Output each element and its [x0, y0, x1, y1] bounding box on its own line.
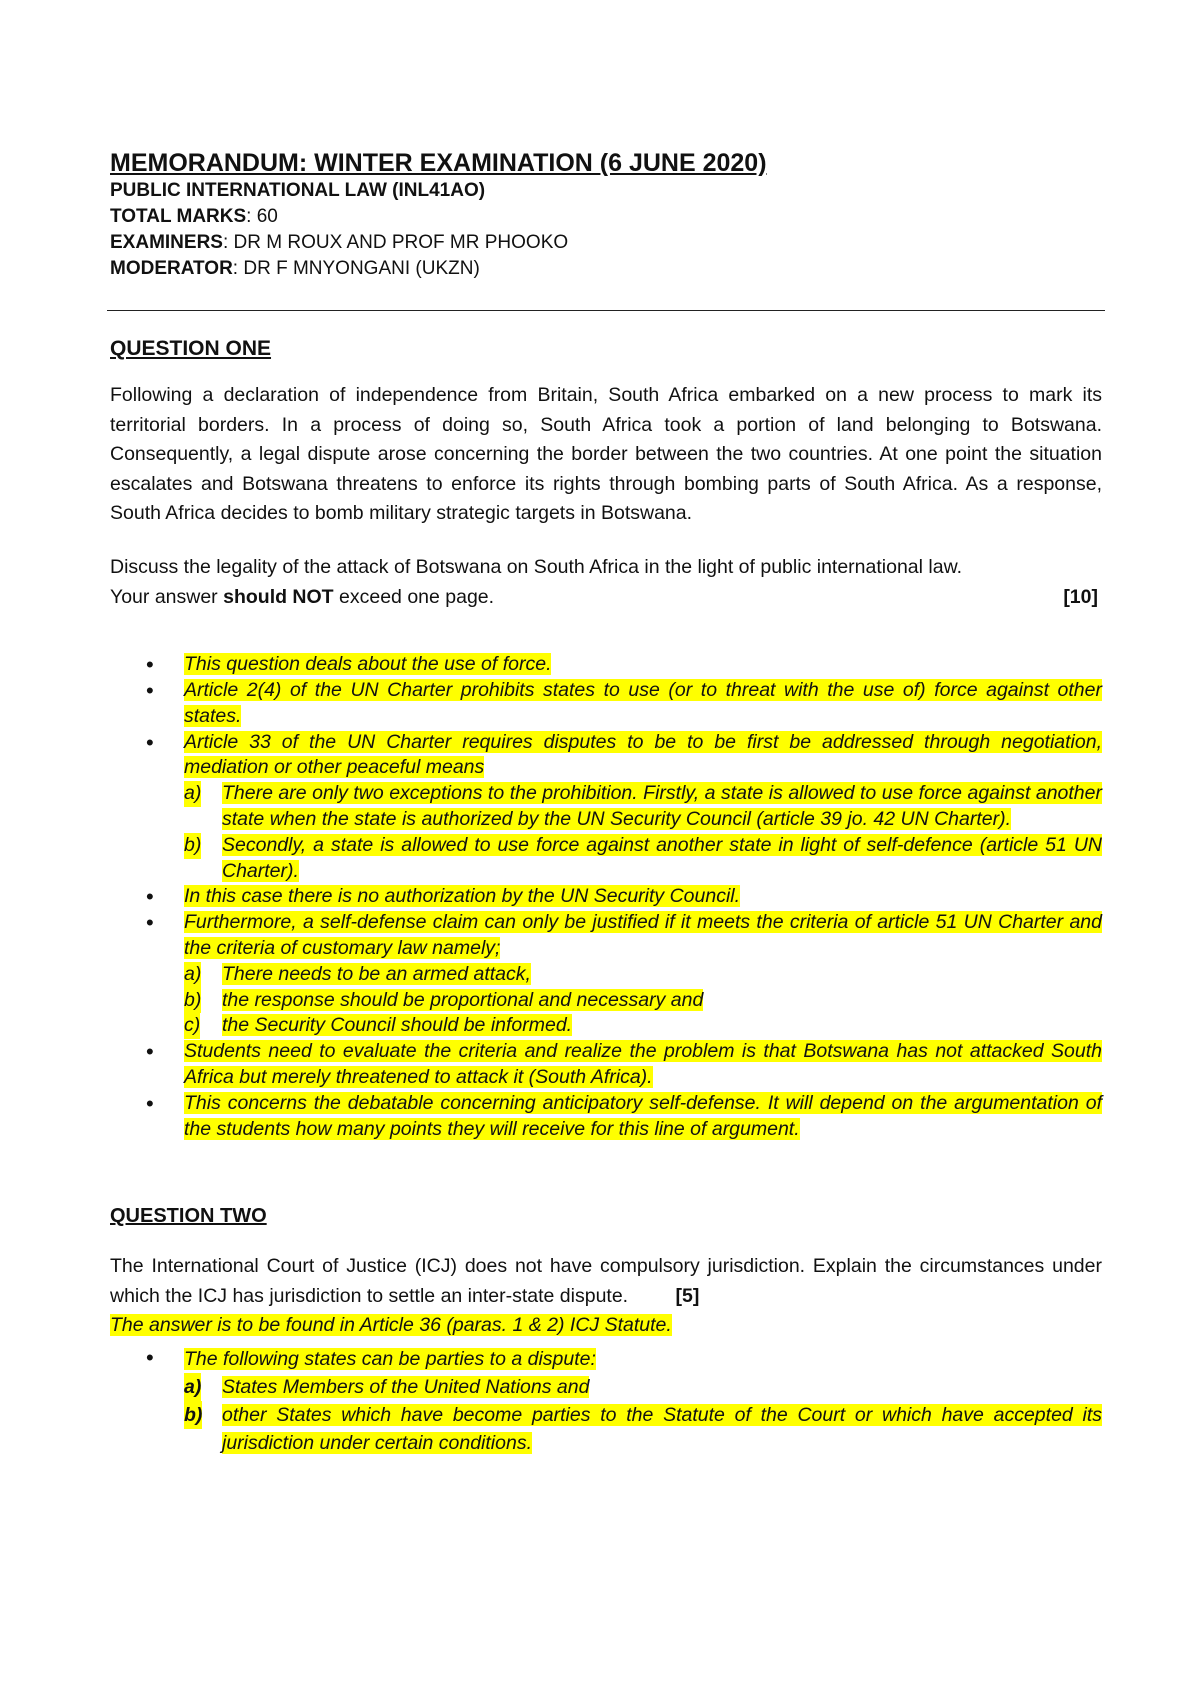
question-one-instruction — [110, 553, 1102, 612]
instruction-pre: Your answer — [110, 585, 224, 608]
question-two-heading: QUESTION TWO — [110, 1205, 267, 1228]
criteria-sublist — [184, 962, 1102, 1039]
list-item: • This concerns the debatable concerning anticipatory self-defense. It will depend on the argumentation of the students how many points they will receive for this line of argument. — [110, 1091, 1102, 1143]
document-page — [110, 148, 1102, 1457]
examiners — [110, 230, 1102, 256]
question-one-heading: QUESTION ONE — [110, 337, 272, 360]
examiners-value: : DR M ROUX AND PROF MR PHOOKO — [222, 232, 569, 253]
question-one-memo-list — [110, 652, 1102, 1142]
exceptions-sublist — [184, 781, 1102, 884]
moderator-value: : DR F MNYONGANI (UKZN) — [232, 258, 480, 279]
list-item: • This question deals about the use of force. — [110, 652, 1102, 678]
question-one-marks: [10] — [1063, 585, 1098, 608]
question-two-text — [110, 1252, 1102, 1311]
instruction-post: exceed one page. — [333, 585, 495, 608]
sub-list-item: b) the response should be proportional and necessary and — [184, 988, 1102, 1014]
list-item: • Students need to evaluate the criteria and realize the problem is that Botswana has not attacked South Africa but merely threatened to attack it (South Africa). — [110, 1039, 1102, 1091]
list-item: • Article 33 of the UN Charter requires disputes to be to be first be addressed through negotiation, mediation or other peaceful means a) There are only two exceptions to the prohibition. Firstly, a state is allowed to use force against another state when the state is authorized by the UN Security Council (article 39 jo. 42 UN Charter). b) Secondly, a state is allowed to use force against another state in light of self-defence (article 51 UN Charter). — [110, 730, 1102, 885]
list-item: • In this case there is no authorization by the UN Security Council. — [110, 884, 1102, 910]
examiners-label: EXAMINERS — [110, 232, 223, 253]
list-item: • Article 2(4) of the UN Charter prohibits states to use (or to threat with the use of) force against other states. — [110, 678, 1102, 730]
sub-list-item: c) the Security Council should be informed. — [184, 1013, 1102, 1039]
moderator — [110, 256, 1102, 282]
module-name: PUBLIC INTERNATIONAL LAW (INL41AO) — [110, 180, 486, 201]
sub-list-item: b) other States which have become parties to the Statute of the Court or which have accepted its jurisdiction under certain conditions. — [184, 1401, 1102, 1457]
instruction-line-1: Discuss the legality of the attack of Botswana on South Africa in the light of public international law. — [110, 555, 962, 578]
list-item: • The following states can be parties to a dispute: a) States Members of the United Nations and b) other States which have become parties to the Statute of the Court or which have accepted its jurisdiction under certain conditions. — [110, 1345, 1102, 1457]
question-two-answer-intro: The answer is to be found in Article 36 (paras. 1 & 2) ICJ Statute. — [110, 1314, 672, 1337]
total-marks — [110, 204, 1102, 230]
sub-list-item: a) There are only two exceptions to the prohibition. Firstly, a state is allowed to use force against another state when the state is authorized by the UN Security Council (article 39 jo. 42 UN Charter). — [184, 782, 1102, 830]
list-item: • Furthermore, a self-defense claim can only be justified if it meets the criteria of article 51 UN Charter and the criteria of customary law namely; a) There needs to be an armed attack, b) the response should be proportional and necessary and c) the Security Council should be informed. — [110, 910, 1102, 1039]
question-one-scenario: Following a declaration of independence from Britain, South Africa embarked on a new process to mark its territorial borders. In a process of doing so, South Africa took a portion of land belonging to Botswana. Consequently, a legal dispute arose concerning the border between the two countries. At one point the situation escalates and Botswana threatens to enforce its rights through bombing parts of South Africa. As a response, South Africa decides to bomb military strategic targets in Botswana. — [110, 384, 1102, 525]
sub-list-item: b) Secondly, a state is allowed to use force against another state in light of self-defence (article 51 UN Charter). — [184, 833, 1102, 882]
question-two-body: The International Court of Justice (ICJ) does not have compulsory jurisdiction. Explain the circumstances under which the ICJ has jurisdiction to settle an inter-state dispute. — [110, 1255, 1102, 1307]
question-two-marks: [5] — [675, 1284, 700, 1307]
instruction-bold: should NOT — [223, 585, 334, 608]
parties-sublist — [184, 1373, 1102, 1457]
question-two-memo-list — [110, 1345, 1102, 1457]
sub-list-item: a) There needs to be an armed attack, — [184, 962, 1102, 988]
header-divider — [107, 310, 1105, 311]
sub-list-item: a) States Members of the United Nations and — [184, 1373, 1102, 1401]
memo-title: MEMORANDUM: WINTER EXAMINATION (6 JUNE 2020) — [110, 149, 767, 177]
moderator-label: MODERATOR — [110, 258, 233, 279]
total-marks-value: : 60 — [246, 206, 278, 227]
total-marks-label: TOTAL MARKS — [110, 206, 247, 227]
